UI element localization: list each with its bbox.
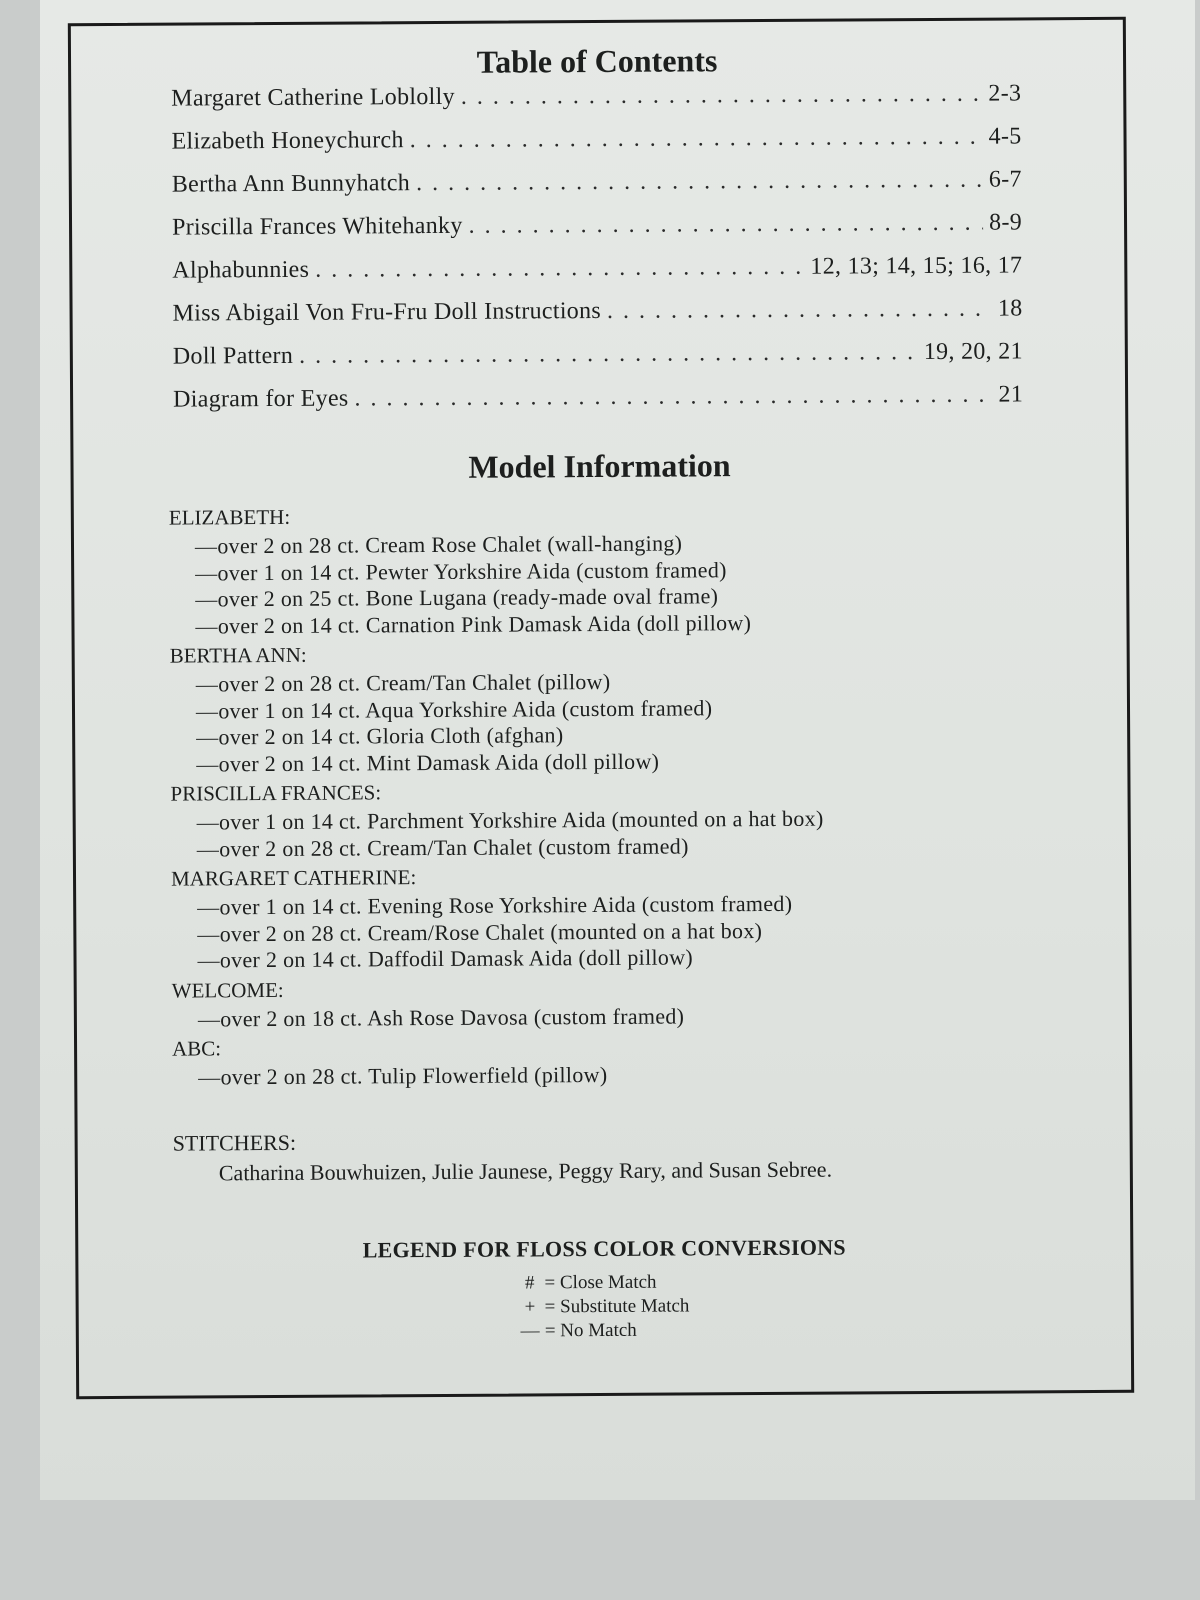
toc-entry-pages: 8-9 xyxy=(989,209,1023,236)
model-item: —over 2 on 14 ct. Carnation Pink Damask Aida (doll pillow) xyxy=(195,609,752,638)
model-item: —over 2 on 28 ct. Cream/Tan Chalet (custom framed) xyxy=(196,832,689,861)
toc-entry xyxy=(172,252,1022,300)
dot-leader xyxy=(461,81,983,111)
model-item: —over 2 on 28 ct. Cream/Tan Chalet (pillow) xyxy=(195,668,611,697)
model-item: —over 2 on 28 ct. Cream Rose Chalet (wall-hanging) xyxy=(194,530,683,559)
toc-entry xyxy=(173,338,1023,386)
model-group-name: BERTHA ANN: xyxy=(169,642,307,668)
model-group-name: PRISCILLA FRANCES: xyxy=(170,780,382,806)
toc-entry-name: Priscilla Frances Whitehanky xyxy=(171,212,463,241)
toc-entry-pages: 2-3 xyxy=(988,80,1022,107)
model-group-name: WELCOME: xyxy=(171,977,284,1003)
toc-entry-pages: 4-5 xyxy=(988,123,1022,150)
dot-leader xyxy=(354,382,992,413)
toc-entry xyxy=(171,80,1021,128)
model-group-name: ELIZABETH: xyxy=(168,504,291,530)
toc-entry xyxy=(172,209,1022,257)
toc-entry-name: Bertha Ann Bunnyhatch xyxy=(171,170,411,198)
model-item: —over 2 on 14 ct. Gloria Cloth (afghan) xyxy=(196,722,564,750)
legend-meaning: = Substitute Match xyxy=(544,1295,690,1318)
legend-symbol: — xyxy=(520,1320,540,1342)
legend-entry xyxy=(520,1295,690,1320)
stitchers-section xyxy=(173,1125,1073,1186)
model-item: —over 2 on 14 ct. Daffodil Damask Aida (doll pillow) xyxy=(197,944,694,973)
model-item: —over 2 on 25 ct. Bone Lugana (ready-made oval frame) xyxy=(195,583,719,612)
toc-entry xyxy=(171,123,1021,171)
model-item: —over 1 on 14 ct. Evening Rose Yorkshire Aida (custom framed) xyxy=(197,890,793,920)
legend-title: LEGEND FOR FLOSS COLOR CONVERSIONS xyxy=(362,1234,847,1263)
dot-leader xyxy=(607,296,992,325)
model-item: —over 2 on 14 ct. Mint Damask Aida (doll pillow) xyxy=(196,748,660,776)
model-item: —over 1 on 14 ct. Aqua Yorkshire Aida (custom framed) xyxy=(195,694,713,723)
dot-leader xyxy=(410,124,983,154)
legend-list xyxy=(520,1271,690,1344)
dot-leader xyxy=(416,167,983,197)
legend-entry xyxy=(520,1319,690,1344)
toc-entry-name: Margaret Catherine Loblolly xyxy=(171,83,455,112)
toc-entry-name: Miss Abigail Von Fru-Fru Doll Instructions xyxy=(172,297,602,327)
model-group xyxy=(170,638,1071,777)
legend-meaning: = No Match xyxy=(544,1319,637,1342)
model-group xyxy=(171,861,1072,974)
model-item: —over 1 on 14 ct. Pewter Yorkshire Aida (custom framed) xyxy=(195,556,727,585)
toc-title: Table of Contents xyxy=(476,42,718,80)
toc-list xyxy=(171,80,1023,429)
toc-entry-name: Doll Pattern xyxy=(172,342,294,370)
legend-symbol: + xyxy=(524,1296,536,1318)
toc-entry xyxy=(173,295,1023,343)
toc-entry-pages: 18 xyxy=(997,295,1023,322)
model-group xyxy=(172,1031,1072,1091)
model-info-title: Model Information xyxy=(468,447,731,485)
legend-entry xyxy=(520,1271,690,1296)
booklet-page xyxy=(40,0,1195,1500)
content-frame xyxy=(68,17,1134,1399)
toc-entry-pages: 19, 20, 21 xyxy=(923,338,1023,366)
toc-entry-pages: 6-7 xyxy=(988,166,1022,193)
toc-entry xyxy=(173,381,1023,429)
toc-entry xyxy=(172,166,1022,214)
toc-entry-pages: 21 xyxy=(998,381,1024,408)
model-item: —over 2 on 28 ct. Cream/Rose Chalet (mounted on a hat box) xyxy=(197,917,763,946)
dot-leader xyxy=(299,339,918,370)
legend-symbol: # xyxy=(524,1272,535,1294)
dot-leader xyxy=(315,254,804,284)
dot-leader xyxy=(469,210,984,240)
stitchers-label: STITCHERS: xyxy=(172,1129,297,1156)
model-item: —over 2 on 18 ct. Ash Rose Davosa (custom framed) xyxy=(197,1002,685,1031)
stitchers-names: Catharina Bouwhuizen, Julie Jaunese, Peggy Rary, and Susan Sebree. xyxy=(218,1156,833,1186)
floss-legend xyxy=(78,1233,1131,1347)
toc-entry-name: Diagram for Eyes xyxy=(173,385,349,413)
toc-entry-name: Elizabeth Honeychurch xyxy=(171,127,404,155)
model-group-name: ABC: xyxy=(171,1036,222,1061)
model-group xyxy=(170,776,1070,862)
toc-entry-name: Alphabunnies xyxy=(172,256,310,284)
model-info-list xyxy=(169,500,1073,1095)
model-group xyxy=(172,973,1072,1033)
model-item: —over 2 on 28 ct. Tulip Flowerfield (pillow) xyxy=(198,1061,608,1090)
toc-entry-pages: 12, 13; 14, 15; 16, 17 xyxy=(810,252,1023,280)
model-item: —over 1 on 14 ct. Parchment Yorkshire Aida (mounted on a hat box) xyxy=(196,805,824,835)
model-group-name: MARGARET CATHERINE: xyxy=(170,865,417,891)
model-group xyxy=(169,500,1070,639)
legend-meaning: = Close Match xyxy=(544,1271,657,1294)
